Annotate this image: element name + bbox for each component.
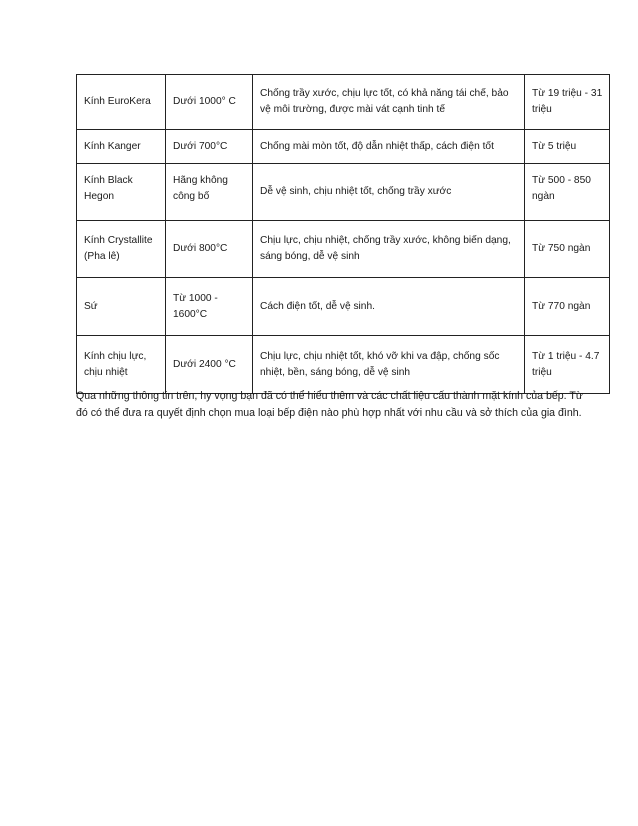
material-cell: Kính EuroKera: [77, 75, 166, 130]
table-row: [77, 221, 610, 278]
price-cell: Từ 1 triệu - 4.7 triệu: [525, 336, 610, 394]
material-cell: Kính Crystallite (Pha lê): [77, 221, 166, 278]
price-cell: Từ 500 - 850 ngàn: [525, 164, 610, 221]
material-cell: Kính Black Hegon: [77, 164, 166, 221]
price-cell: Từ 5 triệu: [525, 130, 610, 164]
temperature-cell: Từ 1000 - 1600°C: [166, 278, 253, 336]
table-row: [77, 130, 610, 164]
temperature-cell: Dưới 800°C: [166, 221, 253, 278]
price-cell: Từ 19 triệu - 31 triệu: [525, 75, 610, 130]
material-cell: Kính Kanger: [77, 130, 166, 164]
temperature-cell: Dưới 1000° C: [166, 75, 253, 130]
features-cell: Chống trầy xước, chịu lực tốt, có khả năng tái chế, bảo vệ môi trường, được mài vát cạnh tinh tế: [253, 75, 525, 130]
glass-comparison-table: [76, 74, 610, 394]
conclusion-paragraph: Qua những thông tin trên, hy vọng bạn đã có thể hiểu thêm và các chất liệu cấu thành mặt kính của bếp. Từ đó có thể đưa ra quyết định chọn mua loại bếp điện nào phù hợp nhất với nhu cầu và sở thích của gia đình.: [76, 390, 583, 419]
table-row: [77, 278, 610, 336]
features-cell: Chịu lực, chịu nhiệt, chống trầy xước, không biến dạng, sáng bóng, dễ vệ sinh: [253, 221, 525, 278]
table-row: [77, 75, 610, 130]
features-cell: Chống mài mòn tốt, độ dẫn nhiệt thấp, cách điện tốt: [253, 130, 525, 164]
material-cell: Sứ: [77, 278, 166, 336]
material-cell: Kính chịu lực, chịu nhiệt: [77, 336, 166, 394]
table-row: [77, 336, 610, 394]
temperature-cell: Dưới 2400 °C: [166, 336, 253, 394]
temperature-cell: Hãng không công bố: [166, 164, 253, 221]
price-cell: Từ 750 ngàn: [525, 221, 610, 278]
features-cell: Dễ vệ sinh, chịu nhiệt tốt, chống trầy xước: [253, 164, 525, 221]
price-cell: Từ 770 ngàn: [525, 278, 610, 336]
features-cell: Chịu lực, chịu nhiệt tốt, khó vỡ khi va đập, chống sốc nhiệt, bền, sáng bóng, dễ vệ sinh: [253, 336, 525, 394]
temperature-cell: Dưới 700°C: [166, 130, 253, 164]
features-cell: Cách điện tốt, dễ vệ sinh.: [253, 278, 525, 336]
table-row: [77, 164, 610, 221]
